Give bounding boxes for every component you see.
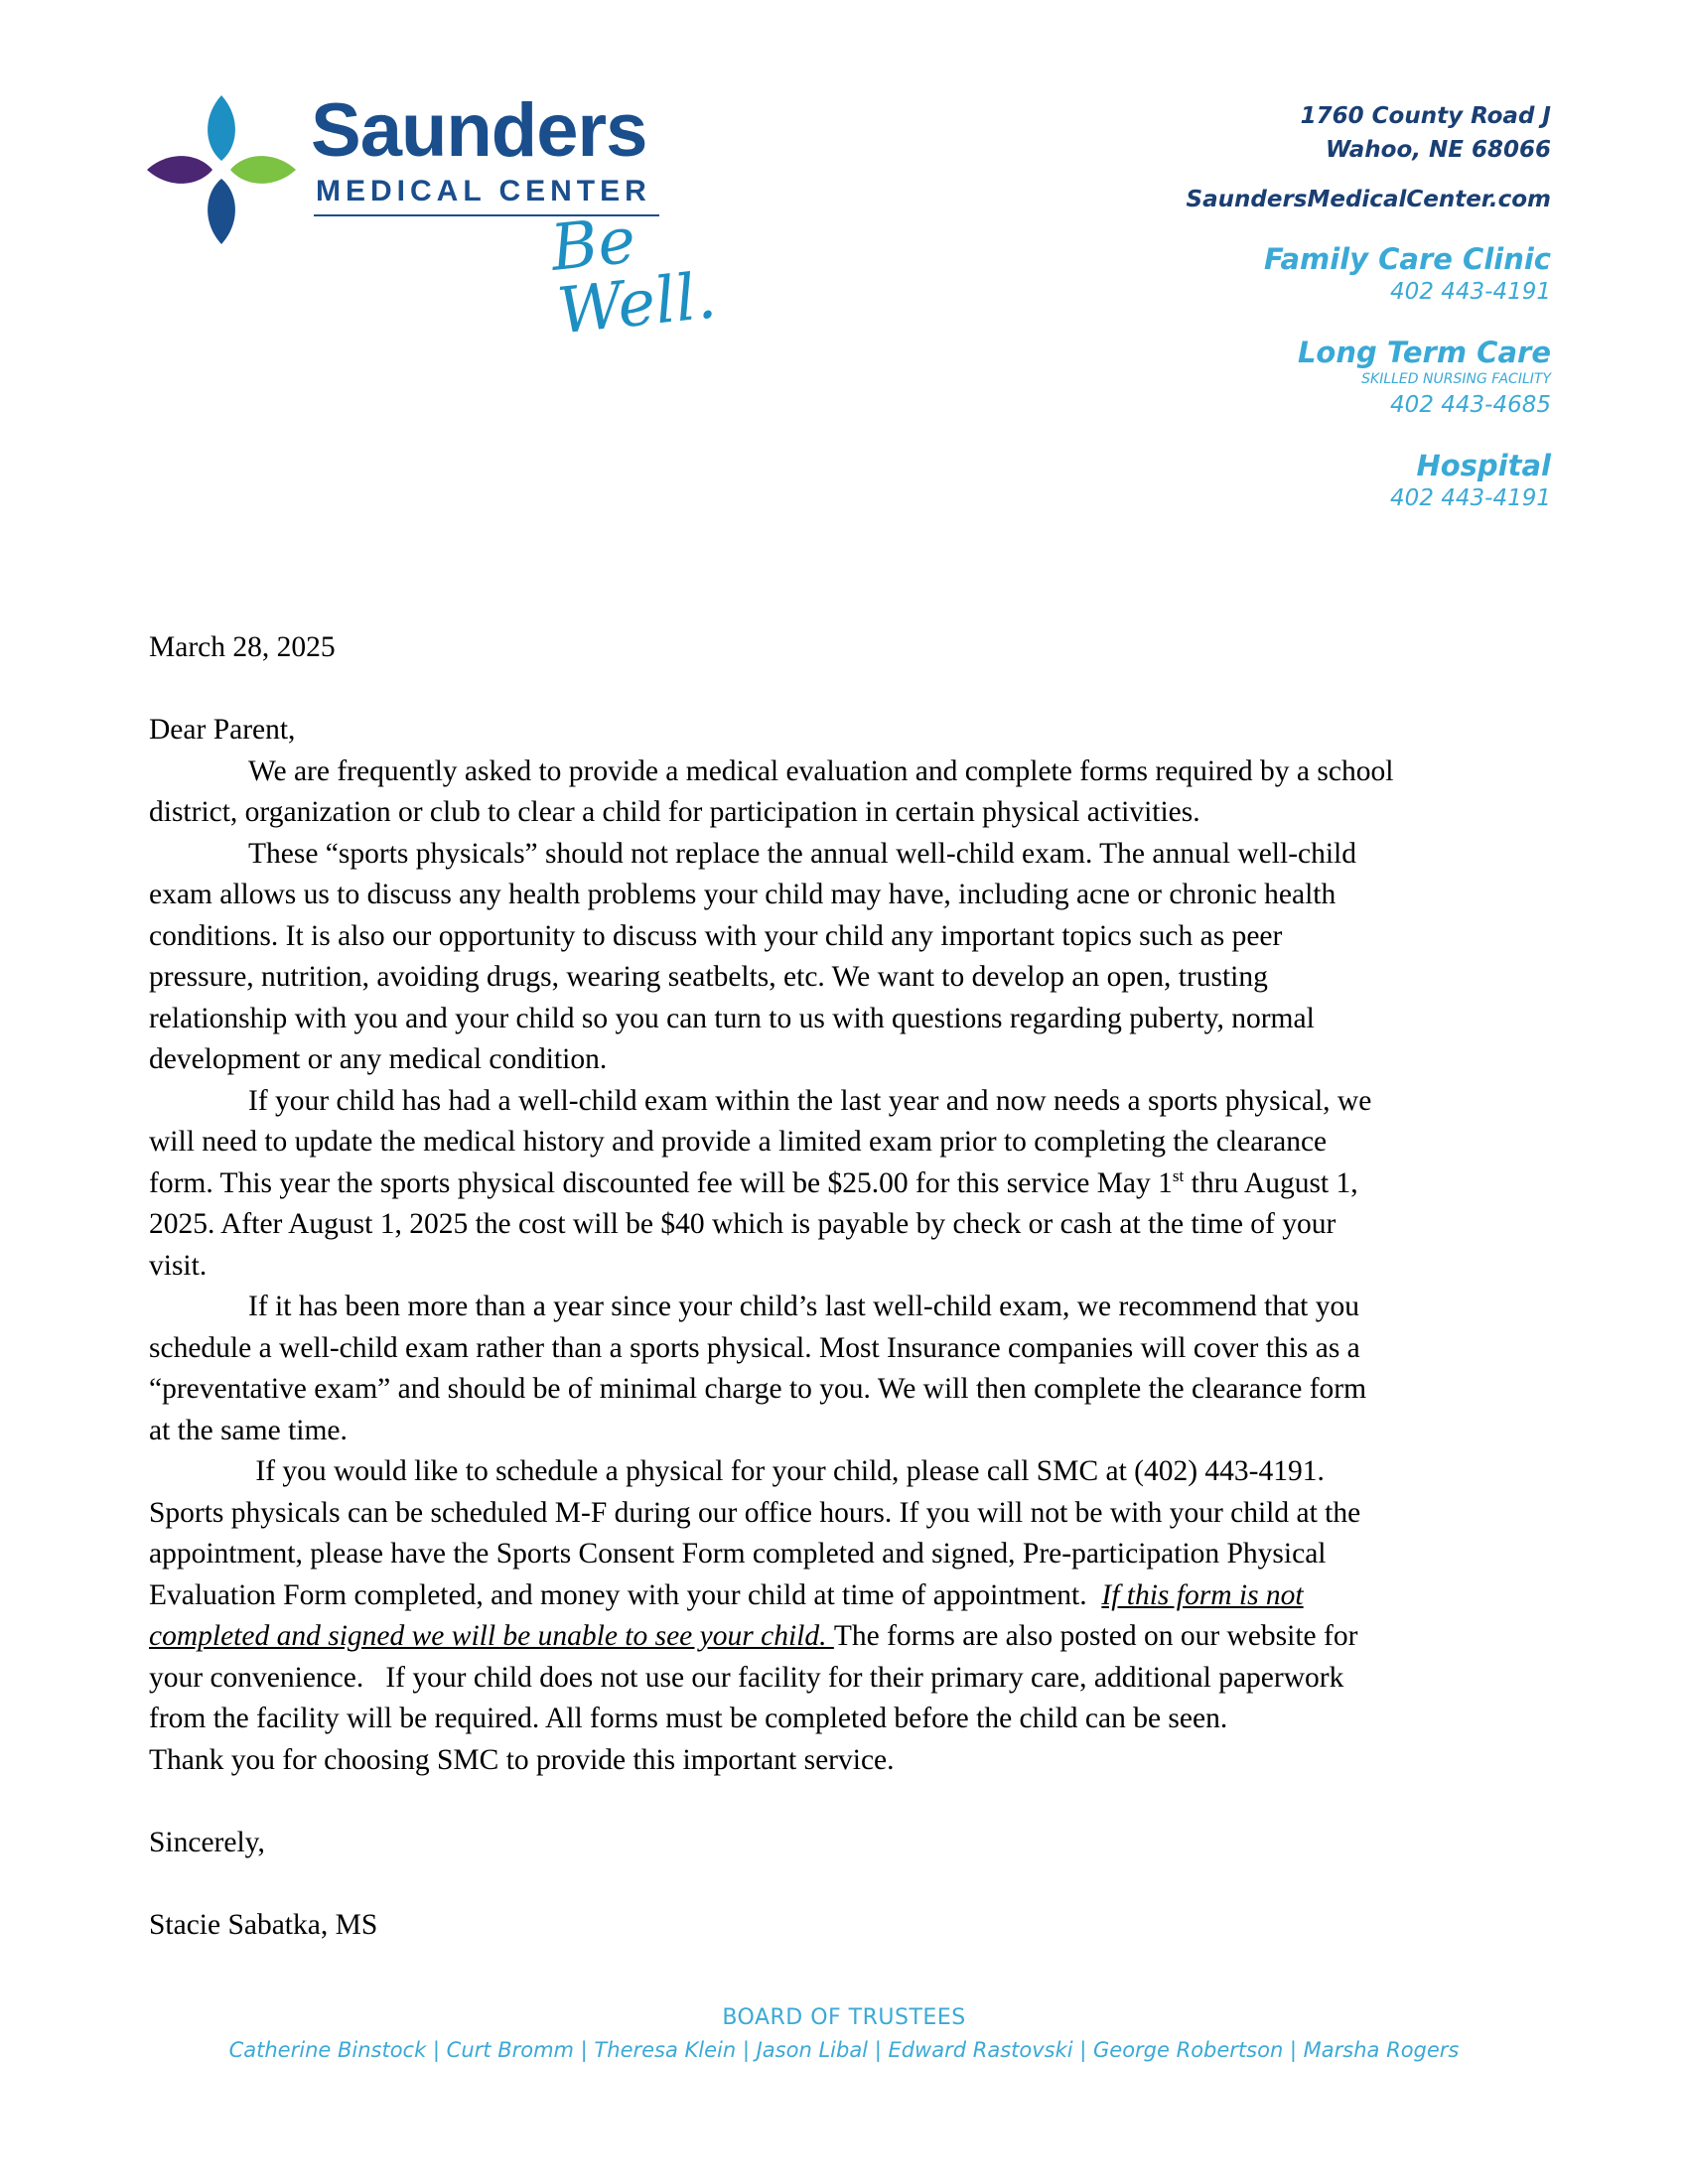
paragraph-line: Sports physicals can be scheduled M-F during our office hours. If you will not be with your child at the xyxy=(149,1496,1361,1529)
paragraph-line: visit. xyxy=(149,1249,208,1282)
paragraph-line: development or any medical condition. xyxy=(149,1043,608,1075)
paragraph-line: exam allows us to discuss any health problems your child may have, including acne or chronic health xyxy=(149,879,1336,910)
salutation: Dear Parent, xyxy=(149,714,296,746)
fee-text-end: thru August 1, xyxy=(1184,1166,1358,1199)
closing: Sincerely, xyxy=(149,1826,265,1858)
paragraph-line: If you would like to schedule a physical for your child, please call SMC at (402) 443-4191. xyxy=(248,1455,1325,1487)
appointment-text: Evaluation Form completed, and money with your child at time of appointment. xyxy=(149,1578,1102,1611)
long-term-care-title: Long Term Care xyxy=(1297,336,1551,369)
hospital-phone: 402 443-4191 xyxy=(1390,485,1551,511)
logo-mark-icon xyxy=(147,95,296,244)
paragraph-line: We are frequently asked to provide a medical evaluation and complete forms required by a school xyxy=(248,754,1394,787)
letter-date: March 28, 2025 xyxy=(149,631,336,663)
board-title: BOARD OF TRUSTEES xyxy=(722,2005,966,2030)
logo-subtitle: MEDICAL CENTER xyxy=(316,175,651,207)
family-care-title: Family Care Clinic xyxy=(1263,242,1551,276)
warning-text: If this form is not xyxy=(1101,1578,1304,1611)
long-term-care-note: SKILLED NURSING FACILITY xyxy=(1361,371,1551,387)
paragraph-line: 2025. After August 1, 2025 the cost will be $40 which is payable by check or cash at the time of your xyxy=(149,1208,1336,1240)
paragraph-line: conditions. It is also our opportunity to discuss with your child any important topics such as peer xyxy=(149,919,1283,952)
fee-text: form. This year the sports physical discounted fee will be $25.00 for this service May 1 xyxy=(149,1166,1173,1199)
ordinal-suffix: st xyxy=(1172,1165,1185,1185)
paragraph-line: pressure, nutrition, avoiding drugs, wearing seatbelts, etc. We want to develop an open, trusting xyxy=(149,961,1268,993)
paragraph-line: will need to update the medical history and provide a limited exam prior to completing the clearance xyxy=(149,1126,1328,1158)
paragraph-line: district, organization or club to clear a child for participation in certain physical activities. xyxy=(149,796,1200,828)
address-line-1: 1760 County Road J xyxy=(1300,103,1551,129)
long-term-care-phone: 402 443-4685 xyxy=(1390,392,1551,418)
letter-body xyxy=(149,627,1539,1946)
family-care-phone: 402 443-4191 xyxy=(1390,279,1551,305)
paragraph-line: at the same time. xyxy=(149,1414,348,1446)
hospital-title: Hospital xyxy=(1416,449,1551,482)
paragraph-line: If it has been more than a year since your child’s last well-child exam, we recommend that you xyxy=(248,1291,1359,1322)
paragraph-line: “preventative exam” and should be of minimal charge to you. We will then complete the clearance form xyxy=(149,1373,1367,1405)
saunders-logo xyxy=(147,88,763,349)
signature: Stacie Sabatka, MS xyxy=(149,1908,378,1941)
paragraph-line: If your child has had a well-child exam within the last year and now needs a sports physical, we xyxy=(248,1084,1372,1117)
paragraph-line xyxy=(149,1163,1539,1205)
paragraph-line: from the facility will be required. All forms must be completed before the child can be seen. xyxy=(149,1703,1228,1734)
paragraph-line: your convenience. If your child does not use our facility for their primary care, additional paperwork xyxy=(149,1661,1344,1694)
paragraph-line xyxy=(149,1575,1539,1617)
paragraph-line: Thank you for choosing SMC to provide this important service. xyxy=(149,1743,895,1776)
logo-tagline: Be Well. xyxy=(547,204,720,349)
warning-text-cont: completed and signed we will be unable to see your child. xyxy=(149,1620,834,1652)
address-line-2: Wahoo, NE 68066 xyxy=(1325,137,1551,163)
paragraph-line xyxy=(149,1616,1539,1658)
forms-text: The forms are also posted on our website for xyxy=(833,1620,1358,1652)
footer xyxy=(0,2005,1688,2062)
board-members: Catherine Binstock | Curt Bromm | Theresa Klein | Jason Libal | Edward Rastovski | George Robertson | Marsha Rogers xyxy=(228,2038,1460,2062)
website-link[interactable]: SaundersMedicalCenter.com xyxy=(1186,187,1551,212)
contact-block xyxy=(955,99,1551,514)
paragraph-line: appointment, please have the Sports Consent Form completed and signed, Pre-participation Physical xyxy=(149,1538,1327,1570)
paragraph-line: schedule a well-child exam rather than a sports physical. Most Insurance companies will cover this as a xyxy=(149,1331,1360,1364)
logo-name: Saunders xyxy=(311,88,647,173)
paragraph-line: relationship with you and your child so you can turn to us with questions regarding puberty, normal xyxy=(149,1002,1315,1034)
paragraph-line: These “sports physicals” should not replace the annual well-child exam. The annual well-child xyxy=(248,837,1357,870)
